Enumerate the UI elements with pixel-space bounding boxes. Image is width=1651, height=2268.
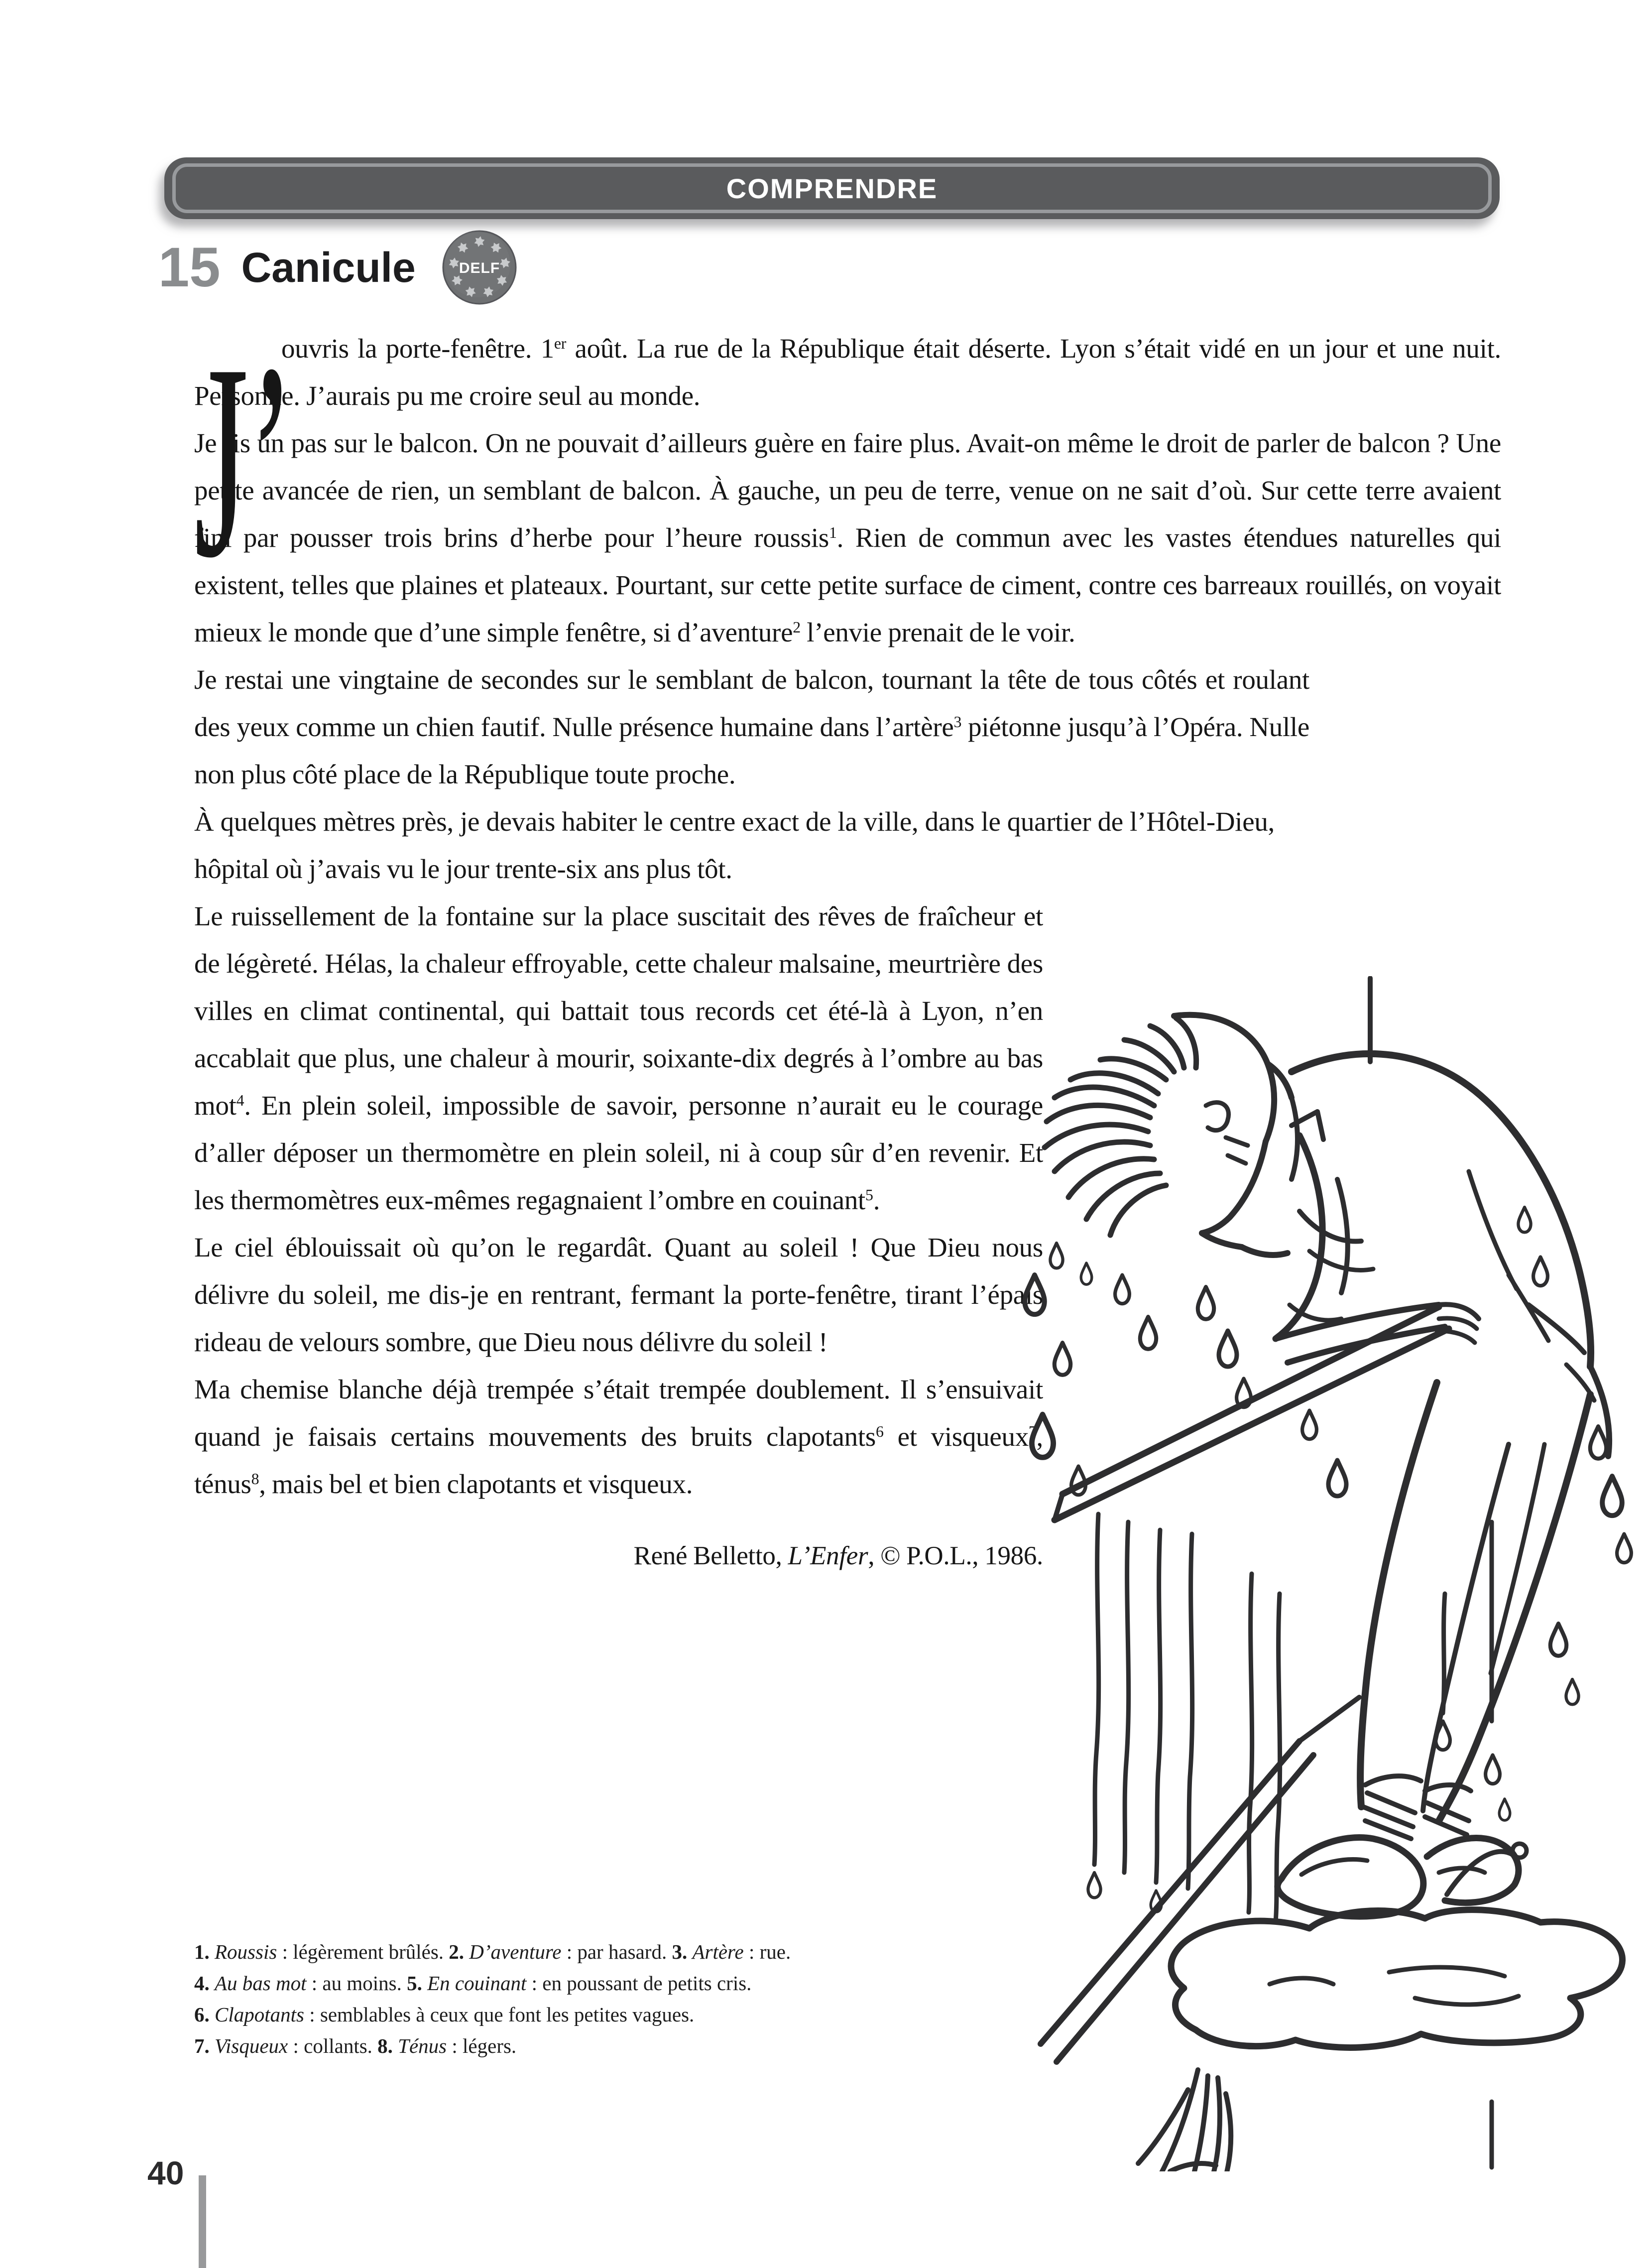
lesson-title: Canicule bbox=[241, 244, 416, 291]
delf-badge-icon bbox=[442, 230, 517, 305]
footnote-line: 4. Au bas mot : au moins. 5. En couinant : en poussant de petits cris. bbox=[194, 1972, 752, 1995]
section-banner-label: COMPRENDRE bbox=[726, 172, 938, 204]
passage-paragraph: À quelques mètres près, je devais habiter le centre exact de la ville, dans le quartier de l’Hôtel-Dieu, hôpital où j’avais vu le jour trente-six ans plus tôt. bbox=[194, 806, 1275, 884]
dropcap-initial: J’ bbox=[194, 307, 295, 616]
passage-paragraph: Le ciel éblouissait où qu’on le regardât. Quant au soleil ! Que Dieu nous délivre du soleil, me dis-je en rentrant, fermant la porte-fenêtre, tirant l’épais rideau de velours sombre, que Dieu nous délivre du soleil ! bbox=[194, 1232, 1043, 1357]
passage-paragraph: ouvris la porte-fenêtre. 1er août. La rue de la République était déserte. Lyon s’était vidé en un jour et une nuit. Personne. J’aurais pu me croire seul au monde. bbox=[194, 333, 1501, 411]
footnote-line: 1. Roussis : légèrement brûlés. 2. D’aventure : par hasard. 3. Artère : rue. bbox=[194, 1940, 791, 1963]
passage-paragraph: Je restai une vingtaine de secondes sur le semblant de balcon, tournant la tête de tous côtés et roulant des yeux comme un chien fautif. Nulle présence humaine dans l’artère$^3$ piétonne jusqu’à l’Opéra. Nulle non plus côté place de la République toute proche. bbox=[194, 664, 1310, 789]
lesson-number: 15 bbox=[158, 236, 221, 298]
text-wrap-spacer bbox=[1309, 703, 1501, 751]
delf-badge-label: DELF bbox=[459, 260, 500, 276]
text-wrap-spacer bbox=[1275, 845, 1501, 892]
section-banner-frame bbox=[172, 163, 1492, 213]
passage-paragraph: Je fis un pas sur le balcon. On ne pouvait d’ailleurs guère en faire plus. Avait-on même le droit de parler de balcon ? Une petite avancée de rien, un semblant de balcon. À gauche, un peu de terre, venue on ne sait d’où. Sur cette terre avaient fini par pousser trois brins d’herbe pour l’heure roussis$^1$. Rien de commun avec les vastes étendues naturelles qui existent, telles que plaines et plateaux. Pourtant, sur cette petite surface de ciment, contre ces barreaux rouillés, on voyait mieux le monde que d’une simple fenêtre, si d’aventure$^2$ l’envie prenait de le voir. bbox=[194, 428, 1502, 647]
section-banner bbox=[164, 157, 1500, 219]
footnote-line: 7. Visqueux : collants. 8. Ténus : légers. bbox=[194, 2034, 517, 2057]
passage-paragraph: Le ruissellement de la fontaine sur la place suscitait des rêves de fraîcheur et de légèreté. Hélas, la chaleur effroyable, cette chaleur malsaine, meurtrière des villes en climat continental, qui battait tous records cet été-là à Lyon, n’en accablait que plus, une chaleur à mourir, soixante-dix degrés à l’ombre au bas mot$^4$. En plein soleil, impossible de savoir, personne n’aurait eu le courage d’aller déposer un thermomètre en plein soleil, ni à coup sûr d’en revenir. Et les thermomètres eux-mêmes regagnaient l’ombre en couinant$^5$. bbox=[194, 901, 1043, 1215]
attribution: René Belletto, L’Enfer, © P.O.L., 1986. bbox=[633, 1541, 1043, 1570]
footnote-line: 6. Clapotants : semblables à ceux que font les petites vagues. bbox=[194, 2003, 695, 2026]
lesson-heading bbox=[158, 225, 517, 310]
passage-paragraph: Ma chemise blanche déjà trempée s’était trempée doublement. Il s’ensuivait quand je faisais certains mouvements des bruits clapotants$^6$ et visqueux$^7$, ténus$^8$, mais bel et bien clapotants et visqueux. bbox=[194, 1374, 1043, 1499]
page-number: 40 bbox=[147, 2154, 184, 2191]
balcony-sweat-illustration bbox=[971, 976, 1651, 2171]
text-wrap-spacer bbox=[1364, 751, 1501, 845]
page-number-divider bbox=[199, 2175, 206, 2268]
footnotes bbox=[194, 1936, 1070, 2062]
